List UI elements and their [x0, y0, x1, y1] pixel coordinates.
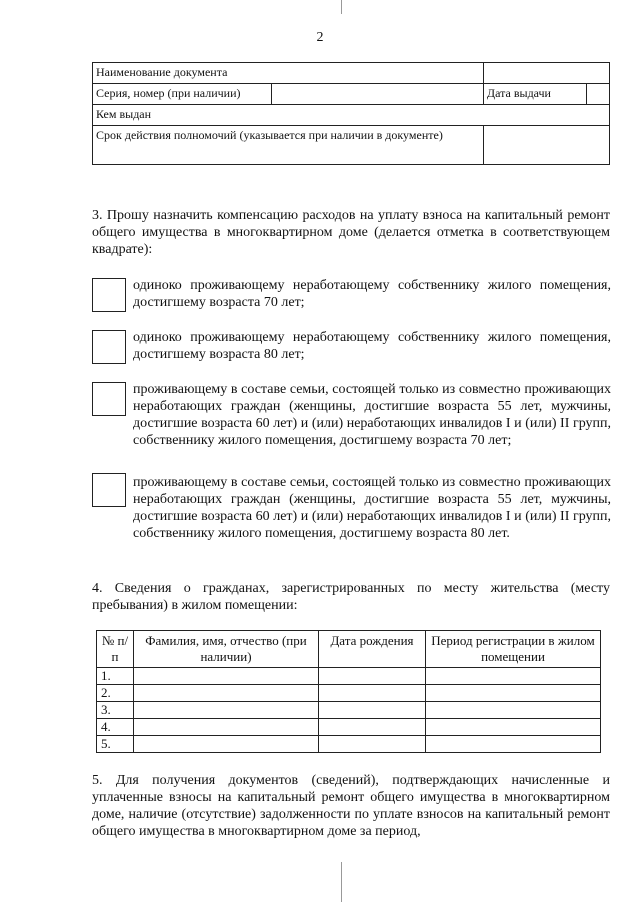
row-number: 3. [97, 702, 134, 719]
scan-artifact-mark [341, 862, 342, 902]
column-birthdate-header: Дата рождения [319, 631, 426, 668]
cell-period[interactable] [426, 736, 601, 753]
table-row [97, 702, 601, 719]
document-info-table [92, 62, 610, 165]
cell-birthdate[interactable] [319, 685, 426, 702]
cell-name[interactable] [134, 668, 319, 685]
issue-date-field[interactable] [587, 84, 609, 104]
section-3-heading: 3. Прошу назначить компенсацию расходов на уплату взноса на капитальный ремонт общего имущества в многоквартирном доме (делается отметка в соответствующем квадрате): [92, 208, 610, 257]
row-number: 5. [97, 736, 134, 753]
cell-birthdate[interactable] [319, 702, 426, 719]
cell-period[interactable] [426, 719, 601, 736]
cell-birthdate[interactable] [319, 719, 426, 736]
option-2-text: одиноко проживающему неработающему собственнику жилого помещения, достигшему возраста 80 лет; [133, 330, 611, 362]
option-4-checkbox[interactable] [92, 473, 126, 507]
document-name-label: Наименование документа [93, 63, 484, 84]
table-row [97, 736, 601, 753]
row-number: 2. [97, 685, 134, 702]
issued-by-label: Кем выдан [93, 105, 610, 126]
option-3-checkbox[interactable] [92, 382, 126, 416]
cell-period[interactable] [426, 685, 601, 702]
scan-artifact-mark [341, 0, 342, 14]
table-row [97, 719, 601, 736]
issue-date-label: Дата выдачи [484, 84, 587, 104]
series-number-field[interactable] [272, 84, 484, 105]
cell-period[interactable] [426, 702, 601, 719]
row-number: 1. [97, 668, 134, 685]
option-2-checkbox[interactable] [92, 330, 126, 364]
column-number-header: № п/п [97, 631, 134, 668]
option-4-text: проживающему в составе семьи, состоящей только из совместно проживающих неработающих граждан (женщины, достигшие возраста 55 лет, мужчины, достигшие возраста 60 лет) и (или) неработающих инвалидов I и (или) II групп, собственнику жилого помещения, достигшему возраста 80 лет. [133, 475, 611, 541]
cell-birthdate[interactable] [319, 668, 426, 685]
section-5-text: 5. Для получения документов (сведений), подтверждающих начисленные и уплаченные взносы на капитальный ремонт общего имущества в многоквартирном доме, наличие (отсутствие) задолженности по уплате взносов на капитальный ремонт общего имущества в многоквартирном доме за период, [92, 773, 610, 839]
cell-name[interactable] [134, 736, 319, 753]
validity-label: Срок действия полномочий (указывается при наличии в документе) [93, 126, 484, 165]
validity-field[interactable] [483, 126, 609, 165]
citizens-table [96, 630, 601, 753]
cell-period[interactable] [426, 668, 601, 685]
document-name-field[interactable] [483, 63, 609, 84]
column-period-header: Период регистрации в жилом помещении [426, 631, 601, 668]
page-number: 2 [316, 30, 324, 45]
option-1-checkbox[interactable] [92, 278, 126, 312]
cell-name[interactable] [134, 702, 319, 719]
cell-name[interactable] [134, 685, 319, 702]
table-row [97, 668, 601, 685]
series-number-label: Серия, номер (при наличии) [93, 84, 272, 105]
column-name-header: Фамилия, имя, отчество (при наличии) [134, 631, 319, 668]
option-3-text: проживающему в составе семьи, состоящей только из совместно проживающих неработающих граждан (женщины, достигшие возраста 55 лет, мужчины, достигшие возраста 60 лет) и (или) неработающих инвалидов I и (или) II групп, собственнику жилого помещения, достигшему возраста 70 лет; [133, 382, 611, 448]
table-row [97, 685, 601, 702]
section-4-heading: 4. Сведения о гражданах, зарегистрированных по месту жительства (месту пребывания) в жилом помещении: [92, 581, 610, 613]
row-number: 4. [97, 719, 134, 736]
option-1-text: одиноко проживающему неработающему собственнику жилого помещения, достигшему возраста 70 лет; [133, 278, 611, 310]
cell-birthdate[interactable] [319, 736, 426, 753]
cell-name[interactable] [134, 719, 319, 736]
